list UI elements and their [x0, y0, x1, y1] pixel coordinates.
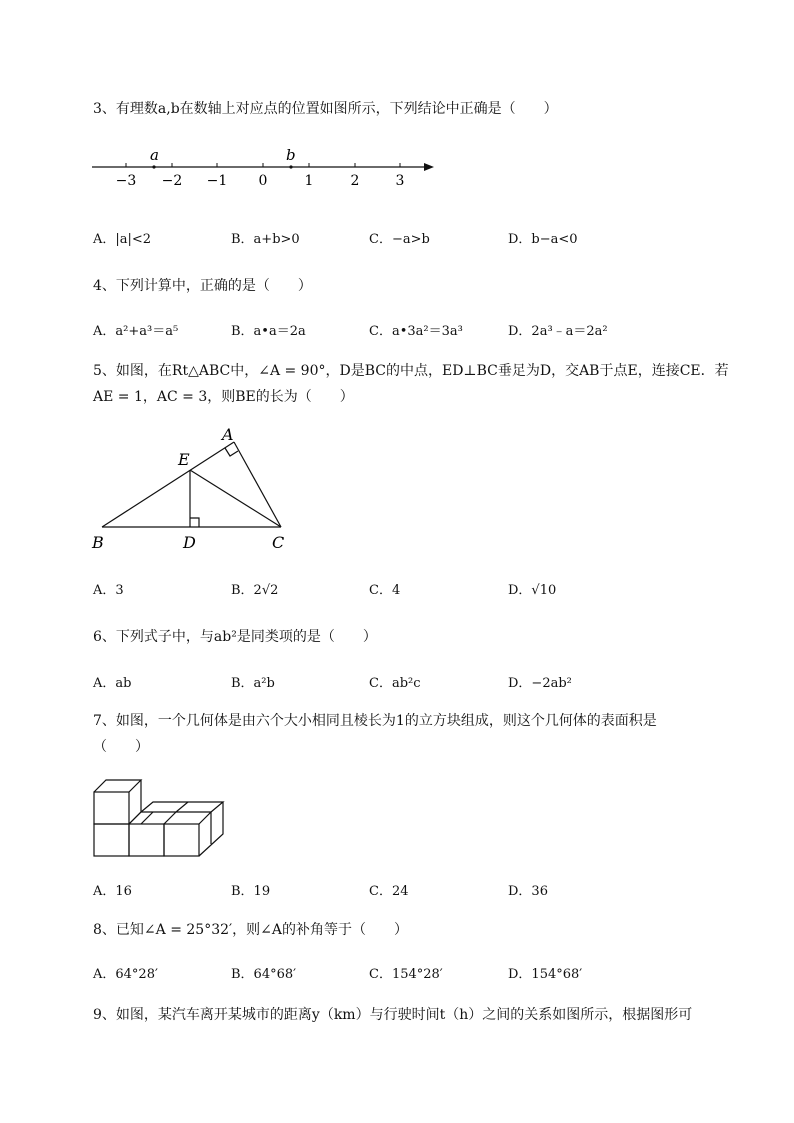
option-d[interactable]: D．154°68′: [508, 967, 583, 982]
cube-front-bottom-2: [129, 824, 164, 856]
tick-label: 1: [304, 173, 314, 189]
option-a[interactable]: A．64°28′: [93, 967, 158, 982]
tick-label: −3: [115, 173, 137, 189]
option-c[interactable]: C．24: [369, 884, 409, 899]
question-7-options: [93, 880, 733, 900]
question-5-stem-line1: 5、如图，在Rt△ABC中，∠A = 90°，D是BC的中点，ED⊥BC垂足为D，交AB于点E，连接CE．若: [93, 363, 729, 379]
option-c[interactable]: C．−a>b: [369, 232, 430, 247]
right-angle-d: [190, 518, 199, 527]
cube-front-top-left: [94, 792, 129, 824]
question-6-stem: 6、下列式子中，与ab²是同类项的是（ ）: [93, 629, 377, 645]
option-d[interactable]: D．2a³﹣a＝2a²: [508, 324, 608, 339]
question-5-options: [93, 579, 733, 599]
point-a-marker: [152, 165, 155, 168]
triangle-figure: [86, 420, 306, 560]
cube-top-divider-hidden: [141, 812, 153, 824]
option-c[interactable]: C．a•3a²＝3a³: [369, 324, 463, 339]
option-c[interactable]: C．154°28′: [369, 967, 443, 982]
vertex-c-label: C: [272, 533, 285, 552]
cube-top-upper: [94, 780, 141, 792]
option-b[interactable]: B．64°68′: [231, 967, 297, 982]
question-9-stem: 9、如图，某汽车离开某城市的距离y（km）与行驶时间t（h）之间的关系如图所示，根据图形可: [93, 1007, 693, 1023]
option-b[interactable]: B．19: [231, 884, 271, 899]
option-b[interactable]: B．2√2: [231, 583, 279, 598]
cube-front-bottom-1: [94, 824, 129, 856]
question-4-options: [93, 320, 733, 340]
question-7-stem-line1: 7、如图，一个几何体是由六个大小相同且棱长为1的立方块组成，则这个几何体的表面积是: [93, 713, 657, 729]
cube-figure: [88, 776, 238, 860]
vertex-d-label: D: [183, 533, 196, 552]
cube-front-bottom-3: [164, 824, 199, 856]
tick-label: −1: [206, 173, 228, 189]
tick-label: 2: [350, 173, 360, 189]
point-b-label: b: [286, 146, 296, 164]
tick-label: −2: [161, 173, 183, 189]
point-b-marker: [289, 165, 292, 168]
option-d[interactable]: D．36: [508, 884, 548, 899]
cube-top-divider-2: [176, 802, 188, 812]
option-d[interactable]: D．−2ab²: [508, 676, 572, 691]
right-angle-a: [225, 448, 238, 456]
point-a-label: a: [150, 146, 159, 164]
option-c[interactable]: C．ab²c: [369, 676, 421, 691]
option-b[interactable]: B．a²b: [231, 676, 275, 691]
question-3-options: [93, 228, 733, 248]
option-b[interactable]: B．a+b>0: [231, 232, 300, 247]
question-3-stem: 3、有理数a,b在数轴上对应点的位置如图所示，下列结论中正确是（ ）: [93, 101, 558, 117]
question-8-options: [93, 963, 733, 983]
segment-ac: [234, 442, 281, 527]
option-d[interactable]: D．b−a<0: [508, 232, 578, 247]
vertex-e-label: E: [178, 450, 190, 469]
option-b[interactable]: B．a•a＝2a: [231, 324, 306, 339]
tick-label: 0: [258, 173, 268, 189]
option-a[interactable]: A．|a|<2: [93, 232, 152, 247]
option-a[interactable]: A．ab: [93, 676, 132, 691]
vertex-b-label: B: [92, 533, 104, 552]
number-line-arrow: [424, 163, 434, 171]
option-c[interactable]: C．4: [369, 583, 401, 598]
option-d[interactable]: D．√10: [508, 583, 557, 598]
segment-ec: [190, 470, 281, 527]
question-7-stem-line2: （ ）: [93, 739, 149, 755]
question-5-stem-line2: AE = 1，AC = 3，则BE的长为（ ）: [93, 389, 354, 405]
number-line-figure: [88, 140, 448, 196]
tick-label: 3: [395, 173, 405, 189]
cube-top-divider-1: [164, 812, 176, 824]
question-6-options: [93, 672, 733, 692]
vertex-a-label: A: [222, 425, 234, 444]
option-a[interactable]: A．a²+a³＝a⁵: [93, 324, 179, 339]
question-4-stem: 4、下列计算中，正确的是（ ）: [93, 278, 312, 294]
question-8-stem: 8、已知∠A = 25°32′，则∠A的补角等于（ ）: [93, 922, 409, 938]
option-a[interactable]: A．3: [93, 583, 124, 598]
option-a[interactable]: A．16: [93, 884, 132, 899]
